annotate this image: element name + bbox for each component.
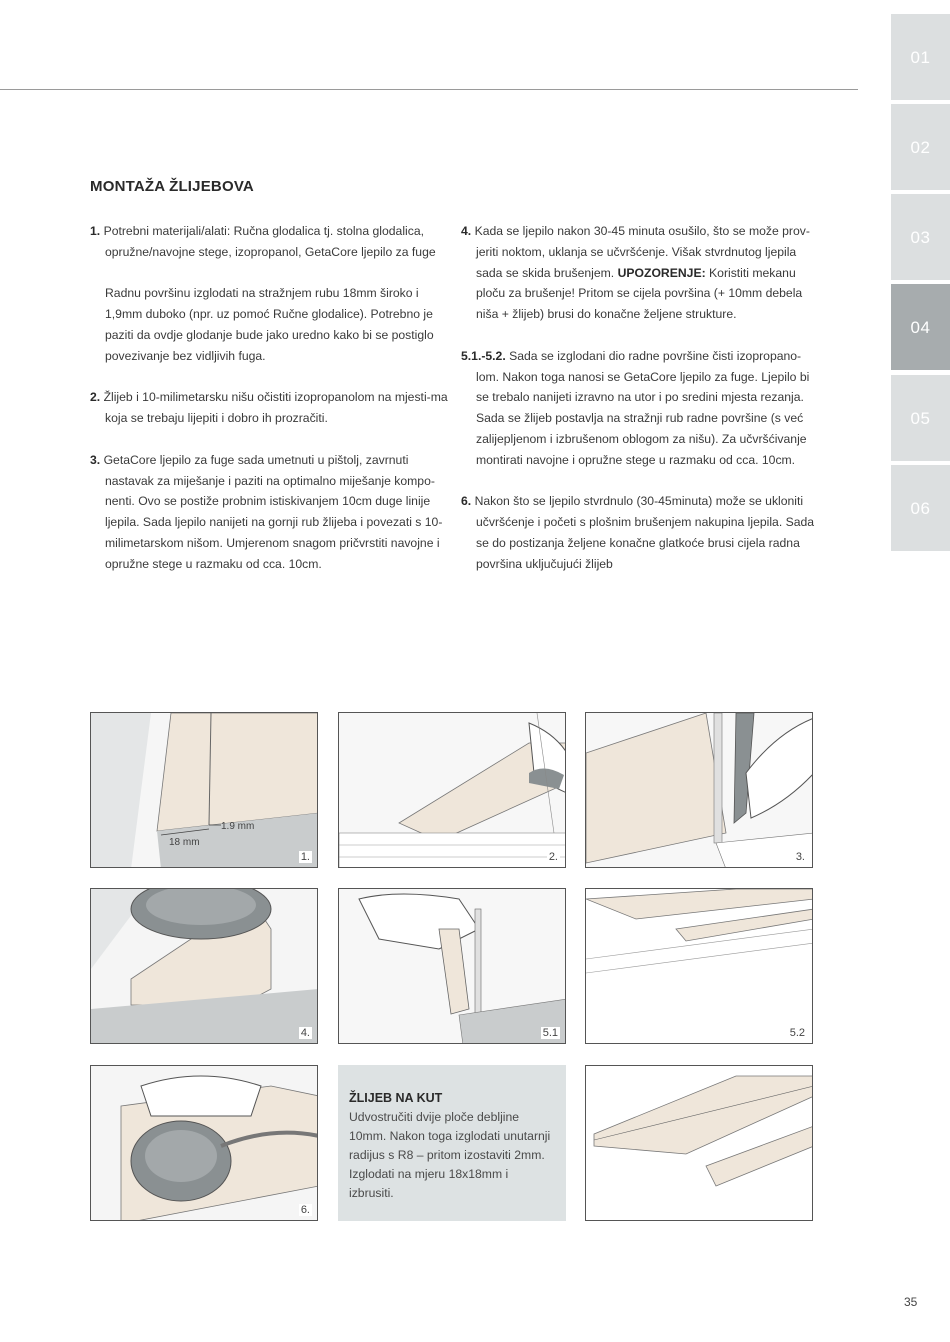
figure-number: 5.1	[542, 1027, 558, 1039]
figure-1	[90, 712, 318, 868]
cleaning-illustration	[339, 713, 566, 868]
figure-number: 6.	[300, 1204, 310, 1216]
dimension-label: 18 mm	[169, 837, 200, 848]
figure-4	[90, 888, 318, 1044]
step-4: 4. Kada se ljepilo nakon 30-45 minuta osušilo, što se može prov-jeriti noktom, uklanja se učvršćenje. Višak stvrdnutog ljepila sada se skida brušenjem. UPOZORENJE: Koristiti mekanu ploču za brušenje! Pritom se cijela površina (+ 10mm debela niša + žlijeb) brusi do konačne željene strukture.	[461, 224, 810, 322]
tab-02[interactable]: 02	[891, 104, 950, 190]
figure-5-2	[585, 888, 813, 1044]
step-1-note: Radnu površinu izglodati na stražnjem rubu 18mm široko i 1,9mm duboko (npr. uz pomoć Ručne glodalice). Potrebno je paziti da ovdje glodanje bude jako uredno kako bi se postiglo povezivanje bez vidljivih fuga.	[105, 286, 434, 363]
step-3: 3. GetaCore ljepilo za fuge sada umetnuti u pištolj, zavrnuti nastavak za miješanje i paziti na optimalno miješanje kompo-nenti. Ovo se postiže probnim istiskivanjem 10cm duge linije ljepila. Sada ljepilo nanijeti na gornji rub žlijeba i povezati s 10-milimetarskom nišom. Umjerenom snagom pričvrstiti navojne i opružne stege u razmaku od cca. 10cm.	[90, 452, 443, 571]
step-2: 2. Žlijeb i 10-milimetarsku nišu očistiti izopropanolom na mjesti-ma koja se trebaju lijepiti i dobro ih prozračiti.	[90, 390, 448, 426]
infobox-title: ŽLIJEB NA KUT	[349, 1091, 443, 1105]
figure-6	[90, 1065, 318, 1221]
step-1: 1. Potrebni materijali/alati: Ručna glodalica tj. stolna glodalica, opružne/navojne stege, izopropanol, GetaCore ljepilo za fuge	[90, 224, 436, 259]
figure-number: 2.	[548, 851, 558, 863]
tab-01[interactable]: 01	[891, 14, 950, 100]
figure-2	[338, 712, 566, 868]
instructions-left	[90, 221, 450, 595]
sanding-illustration	[91, 889, 318, 1044]
corner-gutter-infobox	[338, 1065, 566, 1221]
figure-number: 5.2	[789, 1027, 805, 1039]
tab-06[interactable]: 06	[891, 465, 950, 551]
glue-application-illustration	[339, 889, 566, 1044]
figure-number: 4.	[300, 1027, 310, 1039]
final-sanding-illustration	[91, 1066, 318, 1221]
tab-03[interactable]: 03	[891, 194, 950, 280]
instructions-right	[461, 221, 821, 595]
figure-5-1	[338, 888, 566, 1044]
figure-number: 1.	[300, 851, 310, 863]
figure-3	[585, 712, 813, 868]
glue-gun-illustration	[586, 713, 813, 868]
corner-gutter-illustration	[586, 1066, 813, 1221]
figure-number: 3.	[795, 851, 805, 863]
page-number: 35	[904, 1295, 918, 1309]
tab-05[interactable]: 05	[891, 375, 950, 461]
section-title: MONTAŽA ŽLIJEBOVA	[90, 178, 254, 195]
tab-04[interactable]: 04	[891, 284, 950, 370]
gutter-profile-illustration	[586, 889, 813, 1044]
milled-edge-illustration	[91, 713, 318, 868]
step-6: 6. Nakon što se ljepilo stvrdnulo (30-45minuta) može se ukloniti učvršćenje i početi s plošnim brušenjem nakupina ljepila. Sada se do postizanja željene konačne glatkoće brusi cijela radna površina uključujući žlijeb	[461, 494, 815, 571]
figure-corner-gutter	[585, 1065, 813, 1221]
step-5: 5.1.-5.2. Sada se izglodani dio radne površine čisti izopropano-lom. Nakon toga nanosi se GetaCore ljepilo za fuge. Ljepilo bi se trebalo nanijeti izravno na utor i po sredini mjesta rezanja. Sada se žlijeb postavlja na stražnji rub radne površine (s već zalijepljenom i izbrušenom oblogom za nišu). Za učvršćivanje montirati navojne i opružne stege u razmaku od cca. 10cm.	[461, 348, 810, 467]
infobox-text: Udvostručiti dvije ploče debljine 10mm. Nakon toga izglodati unutarnji radijus s R8 – pritom izostaviti 2mm. Izglodati na mjeru 18x18mm i izbrusiti.	[349, 1110, 551, 1200]
header-rule	[0, 89, 858, 90]
dimension-label: 1.9 mm	[221, 821, 255, 832]
